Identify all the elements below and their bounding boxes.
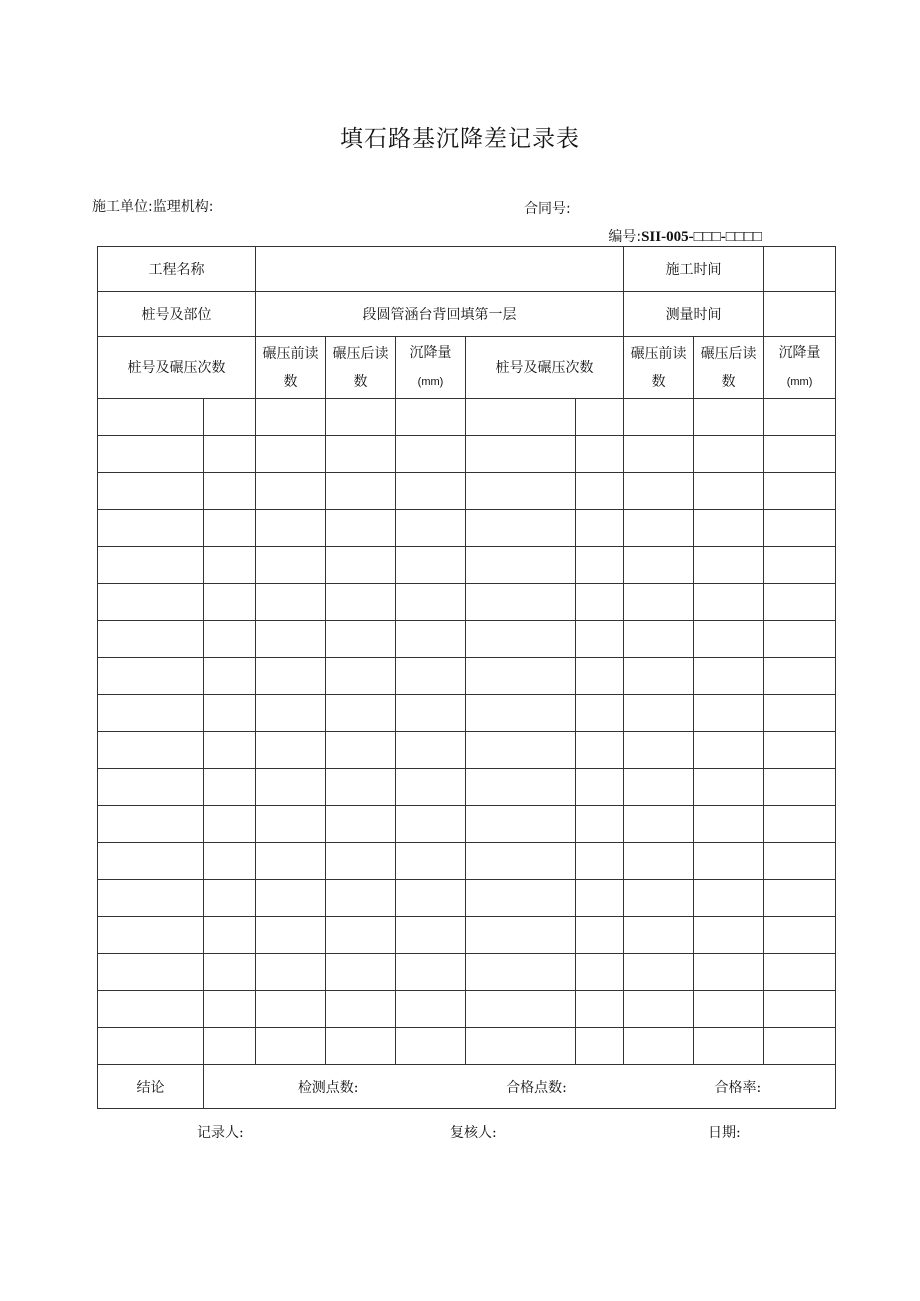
table-cell[interactable]: [576, 658, 624, 695]
table-cell[interactable]: [204, 584, 256, 621]
measure-time-value[interactable]: [764, 292, 836, 337]
col-before-reading-left: 碾压前读数: [256, 337, 326, 399]
table-cell[interactable]: [204, 510, 256, 547]
contract-no-label: 合同号:: [524, 201, 571, 217]
table-cell[interactable]: [764, 806, 836, 843]
table-cell[interactable]: [624, 621, 694, 658]
table-cell[interactable]: [98, 473, 204, 510]
table-cell[interactable]: [204, 806, 256, 843]
table-cell[interactable]: [204, 399, 256, 436]
col-settlement-right: [764, 337, 836, 399]
table-cell[interactable]: [204, 547, 256, 584]
table-cell[interactable]: [326, 954, 396, 991]
form-code: [608, 226, 762, 246]
table-cell[interactable]: [764, 1028, 836, 1065]
table-cell[interactable]: [576, 917, 624, 954]
table-cell[interactable]: [204, 621, 256, 658]
page-title: 填石路基沉降差记录表: [340, 126, 580, 152]
table-cell[interactable]: [576, 1028, 624, 1065]
points-checked-label: 检测点数:: [297, 1079, 359, 1096]
table-cell[interactable]: [466, 1028, 576, 1065]
table-row: [98, 880, 836, 917]
settlement-unit: (mm): [417, 376, 444, 388]
table-cell[interactable]: [694, 954, 764, 991]
table-cell[interactable]: [396, 991, 466, 1028]
table-row: [98, 917, 836, 954]
table-cell[interactable]: [326, 769, 396, 806]
table-row: [98, 473, 836, 510]
pass-rate-label: 合格率:: [714, 1079, 762, 1096]
table-cell[interactable]: [98, 399, 204, 436]
table-cell[interactable]: [98, 584, 204, 621]
table-cell[interactable]: [576, 954, 624, 991]
table-cell[interactable]: [256, 917, 326, 954]
table-cell[interactable]: [576, 584, 624, 621]
table-cell[interactable]: [396, 510, 466, 547]
table-cell[interactable]: [624, 917, 694, 954]
date-label: 日期:: [708, 1125, 741, 1141]
table-cell[interactable]: [694, 991, 764, 1028]
table-cell[interactable]: [204, 880, 256, 917]
table-cell[interactable]: [204, 473, 256, 510]
table-cell[interactable]: [624, 769, 694, 806]
table-cell[interactable]: [764, 584, 836, 621]
table-cell[interactable]: [764, 695, 836, 732]
table-cell[interactable]: [326, 1028, 396, 1065]
table-cell[interactable]: [98, 917, 204, 954]
table-cell[interactable]: [624, 695, 694, 732]
table-cell[interactable]: [326, 843, 396, 880]
table-cell[interactable]: [624, 954, 694, 991]
table-cell[interactable]: [466, 621, 576, 658]
table-cell[interactable]: [256, 843, 326, 880]
table-row: [98, 1028, 836, 1065]
form-code-label: 编号:: [608, 229, 642, 245]
table-cell[interactable]: [256, 510, 326, 547]
project-name-label: 工程名称: [98, 247, 256, 292]
table-row: [98, 732, 836, 769]
table-cell[interactable]: [694, 806, 764, 843]
table-cell[interactable]: [764, 436, 836, 473]
table-cell[interactable]: [204, 954, 256, 991]
col-settlement-left: [396, 337, 466, 399]
table-cell[interactable]: [98, 732, 204, 769]
table-cell[interactable]: [624, 547, 694, 584]
table-row: [98, 954, 836, 991]
table-cell[interactable]: [204, 658, 256, 695]
table-cell[interactable]: [694, 584, 764, 621]
table-row: [98, 547, 836, 584]
table-cell[interactable]: [576, 399, 624, 436]
table-cell[interactable]: [98, 880, 204, 917]
station-part-value[interactable]: 段圆管涵台背回填第一层: [256, 292, 624, 337]
table-cell[interactable]: [624, 1028, 694, 1065]
table-row: [98, 436, 836, 473]
table-cell[interactable]: [326, 510, 396, 547]
table-cell[interactable]: [624, 843, 694, 880]
table-cell[interactable]: [256, 584, 326, 621]
table-cell[interactable]: [396, 695, 466, 732]
table-cell[interactable]: [98, 621, 204, 658]
table-cell[interactable]: [624, 732, 694, 769]
points-passed-label: 合格点数:: [506, 1079, 567, 1096]
table-cell[interactable]: [694, 769, 764, 806]
table-cell[interactable]: [764, 991, 836, 1028]
table-cell[interactable]: [694, 843, 764, 880]
table-cell[interactable]: [204, 695, 256, 732]
table-cell[interactable]: [694, 621, 764, 658]
station-part-label: 桩号及部位: [98, 292, 256, 337]
table-cell[interactable]: [624, 806, 694, 843]
table-cell[interactable]: [624, 584, 694, 621]
table-cell[interactable]: [256, 547, 326, 584]
table-cell[interactable]: [694, 732, 764, 769]
table-cell[interactable]: [466, 436, 576, 473]
col-after-reading-left: 碾压后读数: [326, 337, 396, 399]
settlement-label: 沉降量: [409, 345, 452, 361]
table-cell[interactable]: [396, 621, 466, 658]
table-cell[interactable]: [694, 510, 764, 547]
table-row: [98, 991, 836, 1028]
table-cell[interactable]: [98, 954, 204, 991]
table-cell[interactable]: [396, 658, 466, 695]
table-cell[interactable]: [326, 436, 396, 473]
table-cell[interactable]: [576, 695, 624, 732]
table-row: [98, 769, 836, 806]
table-cell[interactable]: [98, 695, 204, 732]
table-cell[interactable]: [764, 769, 836, 806]
table-cell[interactable]: [576, 732, 624, 769]
table-cell[interactable]: [694, 399, 764, 436]
table-cell[interactable]: [466, 547, 576, 584]
project-name-value[interactable]: [256, 247, 624, 292]
table-row: [98, 658, 836, 695]
table-cell[interactable]: [466, 806, 576, 843]
table-cell[interactable]: [624, 399, 694, 436]
table-cell[interactable]: [326, 547, 396, 584]
table-cell[interactable]: [256, 954, 326, 991]
table-cell[interactable]: [204, 769, 256, 806]
col-station-roll-count-right: 桩号及碾压次数: [466, 337, 624, 399]
table-row: [98, 510, 836, 547]
table-cell[interactable]: [466, 510, 576, 547]
table-row: [98, 584, 836, 621]
table-cell[interactable]: [466, 954, 576, 991]
table-cell[interactable]: [396, 769, 466, 806]
table-cell[interactable]: [326, 917, 396, 954]
conclusion-cell[interactable]: [204, 1065, 836, 1109]
table-cell[interactable]: [396, 954, 466, 991]
table-cell[interactable]: [98, 991, 204, 1028]
table-cell[interactable]: [576, 547, 624, 584]
table-row: [98, 843, 836, 880]
table-cell[interactable]: [624, 436, 694, 473]
table-cell[interactable]: [256, 806, 326, 843]
col-before-reading-right: 碾压前读数: [624, 337, 694, 399]
table-cell[interactable]: [98, 510, 204, 547]
table-cell[interactable]: [326, 621, 396, 658]
table-cell[interactable]: [466, 732, 576, 769]
table-cell[interactable]: [764, 954, 836, 991]
table-cell[interactable]: [624, 880, 694, 917]
table-cell[interactable]: [326, 473, 396, 510]
table-cell[interactable]: [466, 658, 576, 695]
table-cell[interactable]: [256, 991, 326, 1028]
table-row: [98, 695, 836, 732]
table-cell[interactable]: [396, 584, 466, 621]
table-cell[interactable]: [326, 732, 396, 769]
table-cell[interactable]: [98, 436, 204, 473]
table-cell[interactable]: [764, 658, 836, 695]
table-cell[interactable]: [576, 621, 624, 658]
table-cell[interactable]: [256, 732, 326, 769]
table-cell[interactable]: [694, 695, 764, 732]
table-cell[interactable]: [396, 1028, 466, 1065]
settlement-label: 沉降量: [778, 345, 821, 361]
table-cell[interactable]: [764, 880, 836, 917]
table-cell[interactable]: [256, 436, 326, 473]
table-cell[interactable]: [576, 843, 624, 880]
table-cell[interactable]: [326, 880, 396, 917]
table-cell[interactable]: [466, 584, 576, 621]
table-cell[interactable]: [624, 473, 694, 510]
form-code-value: SII-005-□□□-□□□□: [641, 229, 762, 245]
table-cell[interactable]: [256, 473, 326, 510]
table-row: [98, 806, 836, 843]
construction-time-label: 施工时间: [624, 247, 764, 292]
table-cell[interactable]: [764, 621, 836, 658]
table-cell[interactable]: [576, 991, 624, 1028]
table-cell[interactable]: [694, 547, 764, 584]
table-cell[interactable]: [204, 1028, 256, 1065]
reviewer-label: 复核人:: [450, 1125, 497, 1141]
table-cell[interactable]: [326, 695, 396, 732]
table-cell[interactable]: [98, 806, 204, 843]
table-cell[interactable]: [576, 510, 624, 547]
table-cell[interactable]: [396, 473, 466, 510]
table-cell[interactable]: [98, 843, 204, 880]
table-cell[interactable]: [256, 399, 326, 436]
settlement-unit: (mm): [786, 376, 813, 388]
table-cell[interactable]: [396, 806, 466, 843]
table-cell[interactable]: [396, 880, 466, 917]
table-cell[interactable]: [396, 547, 466, 584]
table-cell[interactable]: [326, 991, 396, 1028]
table-cell[interactable]: [98, 1028, 204, 1065]
table-cell[interactable]: [326, 658, 396, 695]
table-cell[interactable]: [326, 584, 396, 621]
table-cell[interactable]: [256, 769, 326, 806]
table-cell[interactable]: [466, 695, 576, 732]
table-cell[interactable]: [694, 917, 764, 954]
table-cell[interactable]: [98, 769, 204, 806]
table-cell[interactable]: [396, 399, 466, 436]
recorder-label: 记录人:: [197, 1125, 244, 1141]
table-cell[interactable]: [694, 436, 764, 473]
table-cell[interactable]: [576, 436, 624, 473]
table-cell[interactable]: [624, 991, 694, 1028]
table-cell[interactable]: [396, 732, 466, 769]
table-cell[interactable]: [256, 1028, 326, 1065]
table-cell[interactable]: [204, 991, 256, 1028]
table-cell[interactable]: [204, 436, 256, 473]
table-cell[interactable]: [764, 843, 836, 880]
table-cell[interactable]: [764, 917, 836, 954]
conclusion-label: 结论: [98, 1065, 204, 1109]
settlement-record-table: [97, 246, 836, 1109]
table-cell[interactable]: [694, 1028, 764, 1065]
table-cell[interactable]: [256, 621, 326, 658]
data-rows: [98, 399, 836, 1065]
table-cell[interactable]: [466, 399, 576, 436]
table-cell[interactable]: [466, 917, 576, 954]
table-cell[interactable]: [256, 880, 326, 917]
table-cell[interactable]: [326, 806, 396, 843]
table-cell[interactable]: [396, 843, 466, 880]
table-cell[interactable]: [466, 769, 576, 806]
col-station-roll-count-left: 桩号及碾压次数: [98, 337, 256, 399]
table-cell[interactable]: [98, 547, 204, 584]
table-cell[interactable]: [764, 473, 836, 510]
table-cell[interactable]: [204, 732, 256, 769]
table-cell[interactable]: [466, 880, 576, 917]
table-cell[interactable]: [256, 658, 326, 695]
table-cell[interactable]: [764, 510, 836, 547]
table-cell[interactable]: [256, 695, 326, 732]
table-cell[interactable]: [576, 769, 624, 806]
table-row: [98, 399, 836, 436]
construction-time-value[interactable]: [764, 247, 836, 292]
contractor-supervisor-label: 施工单位:监理机构:: [92, 199, 214, 215]
table-cell[interactable]: [694, 880, 764, 917]
table-cell[interactable]: [326, 399, 396, 436]
table-cell[interactable]: [98, 658, 204, 695]
col-after-reading-right: 碾压后读数: [694, 337, 764, 399]
table-cell[interactable]: [204, 917, 256, 954]
measure-time-label: 测量时间: [624, 292, 764, 337]
table-cell[interactable]: [764, 547, 836, 584]
table-cell[interactable]: [694, 473, 764, 510]
table-cell[interactable]: [576, 880, 624, 917]
table-cell[interactable]: [624, 510, 694, 547]
table-cell[interactable]: [624, 658, 694, 695]
table-cell[interactable]: [764, 732, 836, 769]
table-cell[interactable]: [764, 399, 836, 436]
table-cell[interactable]: [466, 843, 576, 880]
table-cell[interactable]: [466, 473, 576, 510]
table-cell[interactable]: [396, 917, 466, 954]
table-cell[interactable]: [694, 658, 764, 695]
table-row: [98, 621, 836, 658]
table-cell[interactable]: [396, 436, 466, 473]
table-cell[interactable]: [466, 991, 576, 1028]
table-cell[interactable]: [204, 843, 256, 880]
table-cell[interactable]: [576, 806, 624, 843]
table-cell[interactable]: [576, 473, 624, 510]
